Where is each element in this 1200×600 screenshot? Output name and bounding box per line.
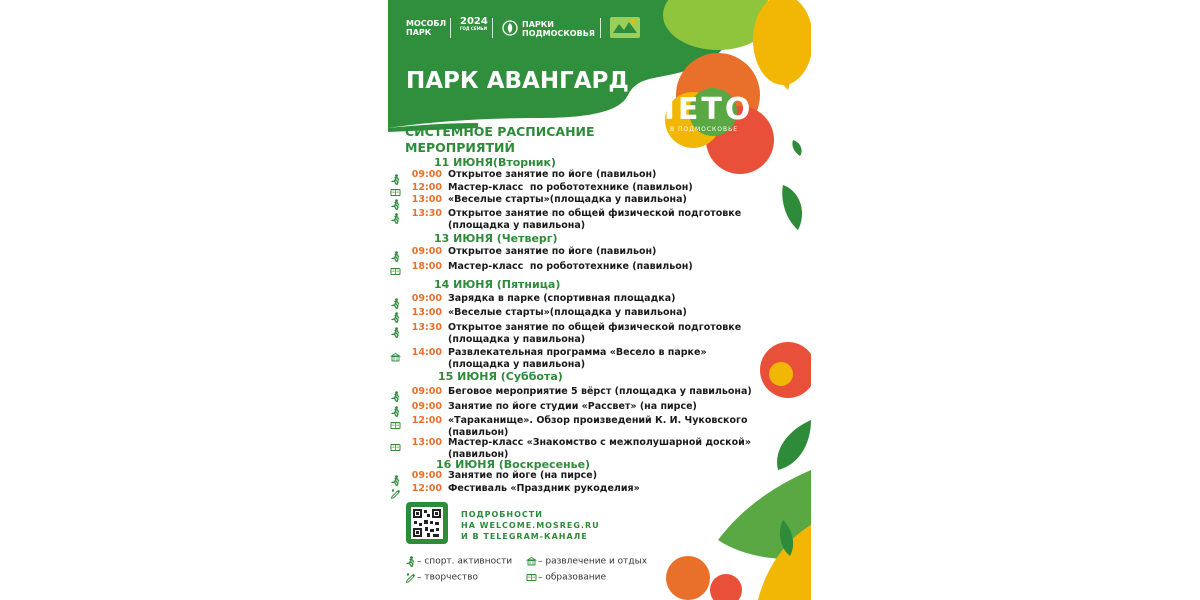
sport-icon <box>390 247 401 258</box>
event-title: Беговое мероприятие 5 вёрст (площадка у павильона) <box>448 386 752 397</box>
event-time: 09:00 <box>411 169 442 180</box>
leto-subtitle: В ПОДМОСКОВЬЕ <box>670 126 739 133</box>
legend-item-sport: – спорт. активности <box>405 556 512 567</box>
creativity-icon <box>390 484 401 495</box>
event-title: Мастер-класс по робототехнике (павильон) <box>448 261 693 272</box>
parks-podmoskovya-logo: ПАРКИ ПОДМОСКОВЬЯ <box>522 20 595 38</box>
event-title: Фестиваль «Праздник рукоделия» <box>448 483 640 494</box>
creativity-icon <box>405 572 415 582</box>
event-time: 18:00 <box>411 261 442 272</box>
partner-logos <box>388 0 811 60</box>
event-time: 12:00 <box>411 182 442 193</box>
event-title: Открытое занятие по йоге (павильон) <box>448 246 657 257</box>
legend-item-education: – образование <box>526 572 606 583</box>
event-time: 09:00 <box>411 293 442 304</box>
education-icon <box>390 262 401 273</box>
event-time: 13:30 <box>411 208 442 219</box>
event-title: Занятие по йоге студии «Рассвет» (на пирсе) <box>448 401 697 412</box>
sport-icon <box>390 471 401 482</box>
event-time: 09:00 <box>411 470 442 481</box>
event-time: 09:00 <box>411 386 442 397</box>
event-time: 09:00 <box>411 246 442 257</box>
education-icon <box>390 438 401 449</box>
sport-icon <box>390 323 401 334</box>
event-time: 13:30 <box>411 322 442 333</box>
day-heading: 13 ИЮНЯ (Четверг) <box>434 232 558 245</box>
sport-icon <box>390 170 401 181</box>
day-heading: 11 ИЮНЯ(Вторник) <box>434 156 556 169</box>
leto-logo: ЛЕТО <box>650 92 754 127</box>
event-title: Мастер-класс «Знакомство с межполушарной доской» (павильон) <box>448 437 751 460</box>
sport-icon <box>405 556 415 566</box>
sport-icon <box>390 308 401 319</box>
event-poster <box>388 0 811 600</box>
event-time: 09:00 <box>411 401 442 412</box>
year-of-family-logo: 2024 ГОД СЕМЬИ <box>460 16 488 31</box>
event-title: Открытое занятие по общей физической подготовке (площадка у павильона) <box>448 322 742 345</box>
event-time: 14:00 <box>411 347 442 358</box>
event-time: 13:00 <box>411 307 442 318</box>
sport-icon <box>390 294 401 305</box>
legend-item-entertainment: – развлечение и отдых <box>526 556 647 567</box>
day-heading: 16 ИЮНЯ (Воскресенье) <box>436 458 591 471</box>
sport-icon <box>390 387 401 398</box>
schedule-heading-line-2: МЕРОПРИЯТИЙ <box>405 140 515 155</box>
qr-code <box>406 502 448 544</box>
education-icon <box>390 183 401 194</box>
schedule-heading-line-1: СИСТЕМНОЕ РАСПИСАНИЕ <box>405 124 595 139</box>
mosobl-park-logo: МОСОБЛ ПАРК <box>406 19 447 37</box>
event-title: «Тараканище». Обзор произведений К. И. Чуковского (павильон) <box>448 415 748 438</box>
event-time: 13:00 <box>411 194 442 205</box>
region-emblem-icon <box>610 17 640 38</box>
event-time: 12:00 <box>411 415 442 426</box>
day-heading: 14 ИЮНЯ (Пятница) <box>434 278 561 291</box>
page-title: ПАРК АВАНГАРД <box>406 68 629 94</box>
sport-icon <box>390 195 401 206</box>
event-title: «Веселые старты»(площадка у павильона) <box>448 307 687 318</box>
day-heading: 15 ИЮНЯ (Суббота) <box>438 370 563 383</box>
event-time: 12:00 <box>411 483 442 494</box>
sport-icon <box>390 209 401 220</box>
entertainment-icon <box>526 556 536 566</box>
parks-leaf-icon <box>502 20 518 36</box>
event-title: Зарядка в парке (спортивная площадка) <box>448 293 676 304</box>
event-time: 13:00 <box>411 437 442 448</box>
details-text: ПОДРОБНОСТИ НА WELCOME.MOSREG.RU И В TELEGRAM-КАНАЛЕ <box>461 510 600 541</box>
event-title: Мастер-класс по робототехнике (павильон) <box>448 182 693 193</box>
entertainment-icon <box>390 348 401 359</box>
legend-item-creativity: – творчество <box>405 572 478 583</box>
event-title: «Веселые старты»(площадка у павильона) <box>448 194 687 205</box>
education-icon <box>390 416 401 427</box>
event-title: Открытое занятие по йоге (павильон) <box>448 169 657 180</box>
event-title: Развлекательная программа «Весело в парке» (площадка у павильона) <box>448 347 707 370</box>
event-title: Открытое занятие по общей физической подготовке (площадка у павильона) <box>448 208 742 231</box>
event-title: Занятие по йоге (на пирсе) <box>448 470 598 481</box>
sport-icon <box>390 402 401 413</box>
education-icon <box>526 572 536 582</box>
